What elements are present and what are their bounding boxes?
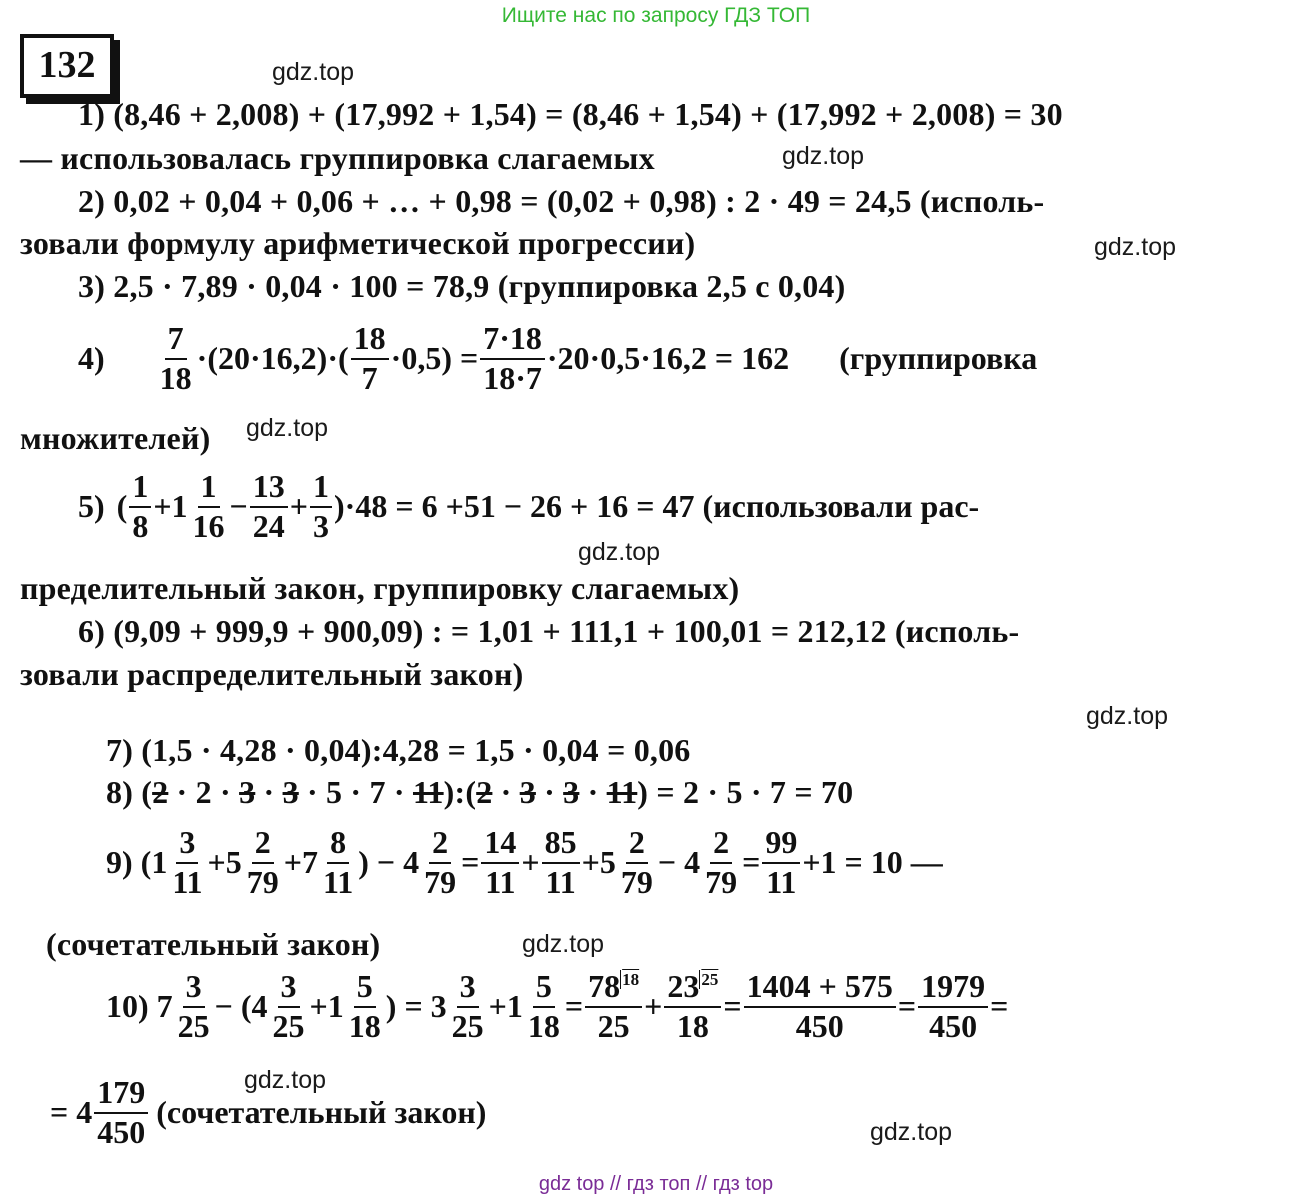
fraction: $\frac{5}{18}$ [527,968,560,1044]
eq-term: + [644,988,663,1025]
fraction: $\frac{8}{11}$ [323,824,354,900]
fraction: $\frac{2}{79}$ [246,824,279,900]
fraction: $\frac{2}{79}$ [424,824,457,900]
numerator: 78 [588,968,621,1004]
eq-term: ) = 3 [385,988,447,1025]
watermark: gdz.top [870,1118,953,1146]
cancelled-factor: 2 [476,774,493,810]
watermark: gdz.top [1094,233,1177,261]
eq-term: · 2 · [168,774,240,810]
fraction: $\frac{23 ^{25}}{18}$ [664,970,721,1043]
fraction: $\frac{3}{25}$ [177,968,210,1044]
watermark: gdz.top [522,930,605,958]
solution-line-4: зовали формулу арифметической прогрессии) [20,225,696,261]
eq-term: = [897,988,917,1025]
footer-links[interactable]: gdz top // гдз топ // гдз top [538,1173,774,1195]
eq-term: ·0,5) = [390,340,479,377]
equation-4 [78,322,1037,395]
watermark: gdz.top [272,58,355,86]
fraction: $\frac{2}{79}$ [620,824,653,900]
equation-10 [106,970,1008,1043]
fraction: $\frac{179}{450}$ [94,1076,148,1149]
watermark: gdz.top [246,414,329,442]
eq-term: ) − 4 [358,844,420,881]
eq-term: +5 [581,844,616,881]
eq5-label: 5) [78,488,105,525]
fraction: $\frac{1979}{450}$ [918,970,988,1043]
eq-term: = [990,988,1009,1025]
eq-term: = [564,988,584,1025]
eq-term: = 4 [50,1094,93,1131]
solution-line-12: 7) (1,5 · 4,28 · 0,04):4,28 = 1,5 · 0,04 = 0,06 [106,732,691,768]
fraction: $\frac{5}{18}$ [348,968,381,1044]
solution-line-1: 1) (8,46 + 2,008) + (17,992 + 1,54) = (8,46 + 1,54) + (17,992 + 2,008) = 30 [78,96,1063,132]
eq-term: )·48 = 6 +51 − 26 + 16 = 47 (использовали рас- [334,488,980,525]
fraction: $\frac{1}{8}$ [129,470,151,543]
eq-term: = [742,844,761,881]
eq-term: · [535,774,564,810]
cancelled-factor: 11 [412,774,444,810]
eq-term: + [289,488,309,525]
solution-line-14: (сочетательный закон) [46,926,381,962]
solution-line-9: пределительный закон, группировку слагаемых) [20,570,740,606]
eq-term: 8) ( [106,774,153,810]
equation-5 [78,470,979,543]
fraction: $\frac{7}{18}$ [159,320,192,396]
eq-term: 10) 7 [106,988,173,1025]
cancelled-factor: 3 [239,774,256,810]
eq-term: = [723,988,742,1025]
eq-note: (группировка [839,340,1038,377]
eq-term: ):( [443,774,477,810]
eq-term: · [255,774,283,810]
watermark: gdz.top [244,1066,327,1094]
watermark: gdz.top [1086,702,1169,730]
eq-term: − 4 [657,844,701,881]
watermark: gdz.top [578,538,661,566]
solution-line-5: 3) 2,5 · 7,89 · 0,04 · 100 = 78,9 (группировка 2,5 с 0,04) [78,268,846,304]
extra-factor: 18 [622,970,640,990]
equation-10-continued [50,1076,486,1149]
fraction: $\frac{1404 + 575}{450}$ [744,970,896,1043]
equation-8 [106,774,853,811]
solution-line-3: 2) 0,02 + 0,04 + 0,06 + … + 0,98 = (0,02 + 0,98) : 2 · 49 = 24,5 (исполь- [78,183,1045,219]
eq-term: +1 = 10 — [802,844,943,881]
cancelled-factor: 11 [606,774,638,810]
cancelled-factor: 3 [519,774,536,810]
eq-term: 9) (1 [106,844,168,881]
eq-term: · [579,774,607,810]
fraction: $\frac{14}{11}$ [481,826,519,899]
fraction: $\frac{85}{11}$ [542,826,580,899]
fraction: $\frac{7\cdot 18}{18\cdot 7}$ [480,322,545,395]
fraction: $\frac{1}{16}$ [192,468,225,544]
fraction: $\frac{78 ^{18}}{25}$ [585,970,642,1043]
solution-line-11: зовали распределительный закон) [20,656,524,692]
eq-term: + [521,844,540,881]
eq-term: − [229,488,248,525]
eq-term: ·20·0,5·16,2 = 162 [546,340,790,377]
eq-term: ) = 2 · 5 · 7 = 70 [637,774,854,810]
fraction: $\frac{3}{25}$ [272,968,305,1044]
eq-term: − (4 [214,988,268,1025]
eq-term: +5 [207,844,242,881]
watermark: gdz.top [782,142,865,170]
cancelled-factor: 2 [152,774,169,810]
solution-line-2: — использовалась группировка слагаемых [20,140,655,176]
eq-term: ·(20·16,2)·( [196,340,349,377]
extra-factor: 25 [701,970,719,990]
search-banner: Ищите нас по запросу ГДЗ ТОП [501,4,811,27]
task-number-badge: 132 [20,34,114,98]
fraction: $\frac{1}{3}$ [310,470,332,543]
eq-term: = [461,844,480,881]
eq-term: +7 [283,844,319,881]
solution-line-7: множителей) [20,420,211,456]
eq-term: +1 [309,988,344,1025]
cancelled-factor: 3 [282,774,299,810]
eq-term: +1 [153,488,188,525]
numerator: 23 [667,968,700,1004]
fraction: $\frac{18}{7}$ [351,322,389,395]
fraction: $\frac{2}{79}$ [705,824,738,900]
equation-9 [106,826,943,899]
eq-term: +1 [488,988,523,1025]
eq4-label: 4) [78,340,105,377]
eq-term: ( [116,488,128,525]
fraction: $\frac{3}{25}$ [451,968,484,1044]
eq-note: (сочетательный закон) [156,1094,487,1131]
fraction: $\frac{13}{24}$ [250,470,288,543]
cancelled-factor: 3 [563,774,580,810]
fraction: $\frac{99}{11}$ [762,826,800,899]
solution-line-10: 6) (9,09 + 999,9 + 900,09) : = 1,01 + 111,1 + 100,01 = 212,12 (исполь- [78,613,1020,649]
eq-term: · [492,774,520,810]
fraction: $\frac{3}{11}$ [172,824,203,900]
eq-term: · 5 · 7 · [298,774,413,810]
